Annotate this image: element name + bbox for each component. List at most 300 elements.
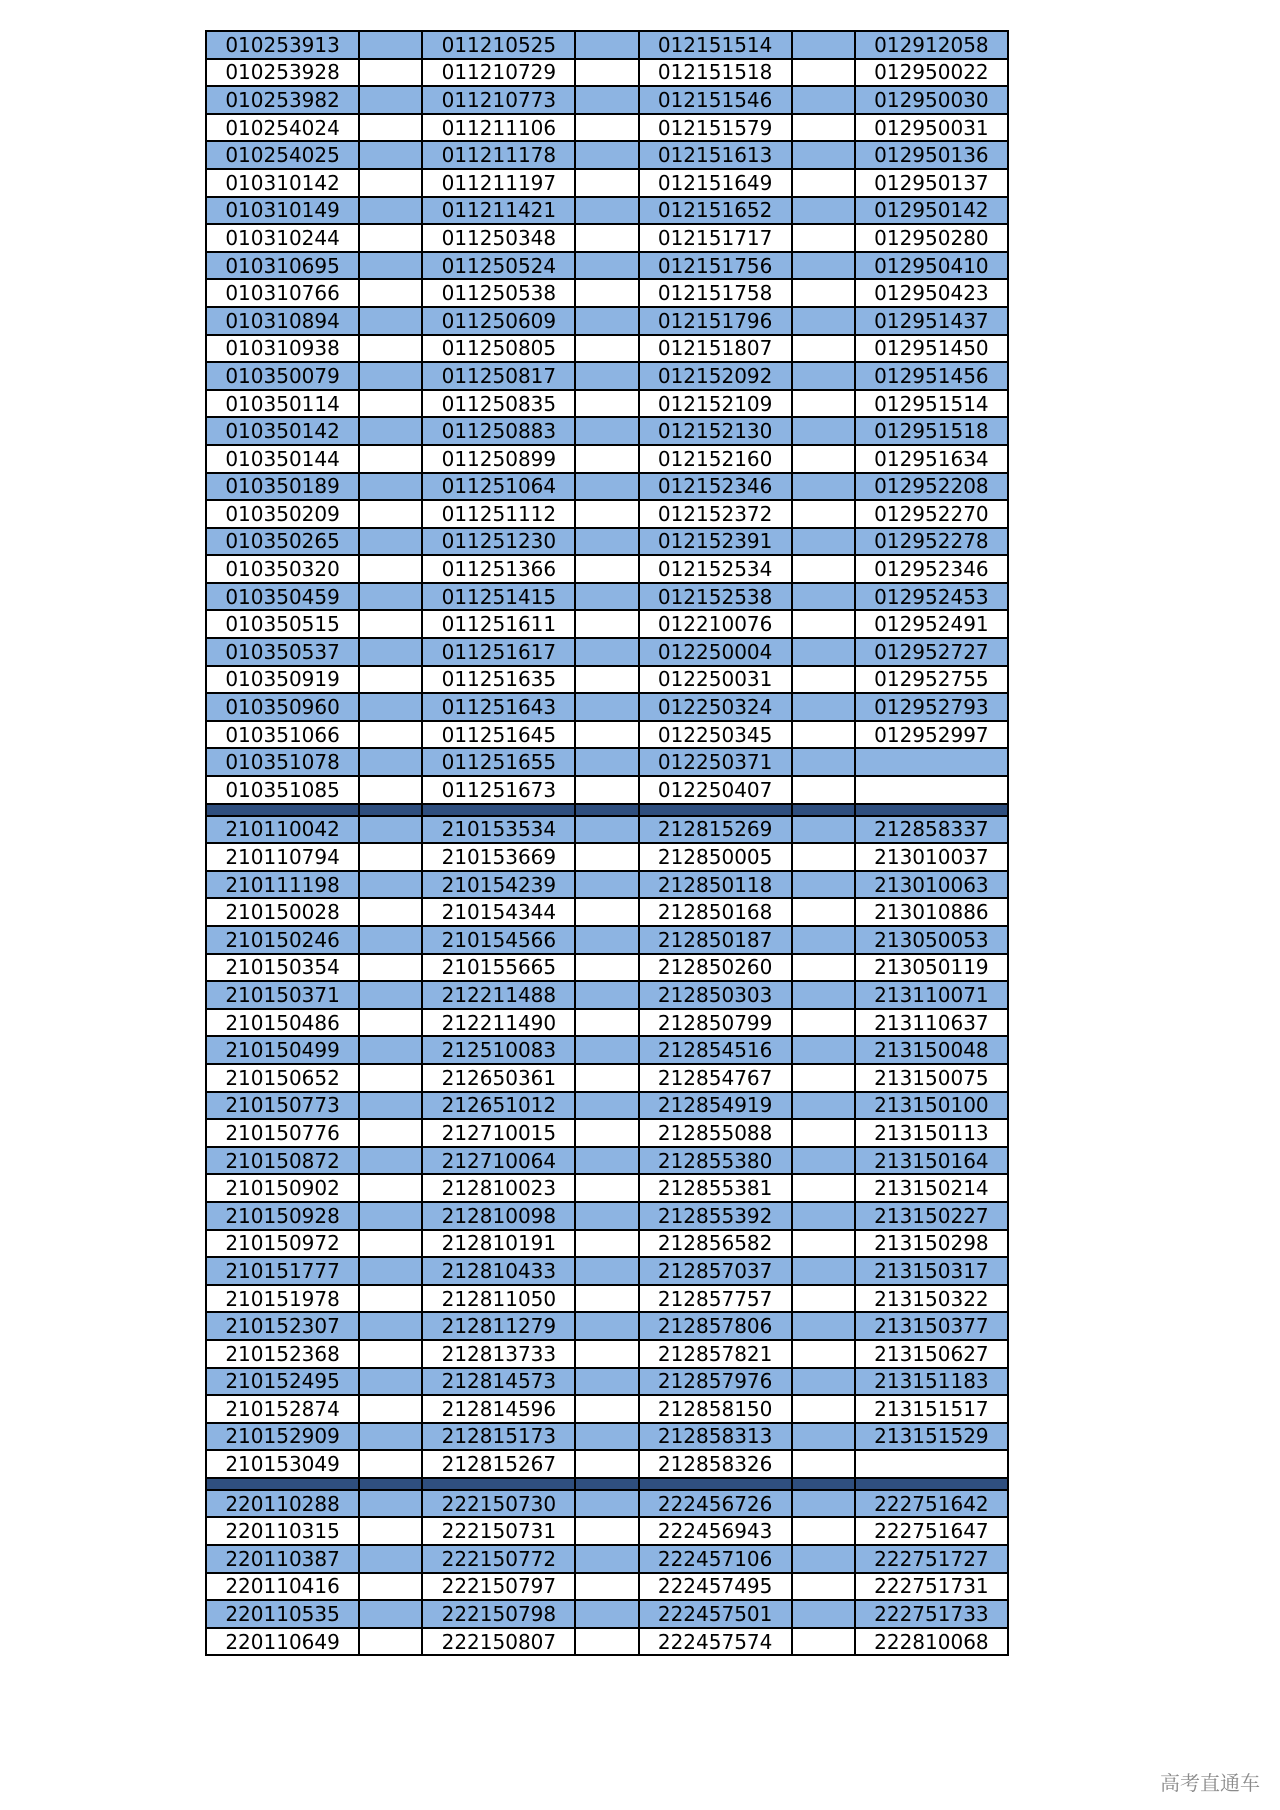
gap-cell [575,362,638,390]
gap-cell [792,748,855,776]
table-row [206,1119,1008,1147]
gap-cell [792,141,855,169]
gap-cell [792,1257,855,1285]
gap-cell [792,981,855,1009]
number-cell: 012151652 [639,197,792,225]
gap-cell [575,59,638,87]
separator-cell [206,804,359,816]
gap-cell [575,1174,638,1202]
number-cell: 212854516 [639,1036,792,1064]
number-cell: 222457106 [639,1545,792,1573]
number-cell: 212858150 [639,1395,792,1423]
number-cell: 212813733 [422,1340,575,1368]
gap-cell [359,1368,422,1396]
number-cell: 012151546 [639,86,792,114]
number-cell: 012952491 [855,610,1008,638]
table-row [206,279,1008,307]
gap-cell [359,1036,422,1064]
gap-cell [792,307,855,335]
number-cell: 011251415 [422,583,575,611]
number-cell: 010350960 [206,693,359,721]
number-cell: 212856582 [639,1230,792,1258]
gap-cell [575,1517,638,1545]
number-cell: 210153534 [422,816,575,844]
number-cell: 213150317 [855,1257,1008,1285]
gap-cell [359,141,422,169]
gap-cell [792,362,855,390]
number-cell: 212850168 [639,898,792,926]
number-cell: 210150499 [206,1036,359,1064]
number-cell: 212651012 [422,1092,575,1120]
table-row [206,307,1008,335]
gap-cell [792,843,855,871]
gap-cell [359,445,422,473]
gap-cell [359,31,422,59]
number-cell: 010350142 [206,417,359,445]
gap-cell [359,224,422,252]
gap-cell [792,555,855,583]
number-cell: 210150776 [206,1119,359,1147]
table-row [206,954,1008,982]
number-cell: 212211490 [422,1009,575,1037]
number-cell: 212811050 [422,1285,575,1313]
number-cell: 012951450 [855,335,1008,363]
gap-cell [359,693,422,721]
number-cell: 011250835 [422,390,575,418]
number-cell: 012152538 [639,583,792,611]
number-cell: 212850118 [639,871,792,899]
gap-cell [575,1490,638,1518]
gap-cell [359,926,422,954]
number-cell: 212857757 [639,1285,792,1313]
gap-cell [575,926,638,954]
number-cell: 012951518 [855,417,1008,445]
section-separator [206,1478,1008,1490]
number-cell [855,776,1008,804]
gap-cell [792,1285,855,1313]
number-cell: 222456943 [639,1517,792,1545]
number-cell: 222751731 [855,1573,1008,1601]
number-cell: 212810191 [422,1230,575,1258]
number-cell: 210150371 [206,981,359,1009]
gap-cell [792,926,855,954]
table-row [206,555,1008,583]
number-cell: 010254025 [206,141,359,169]
gap-cell [575,721,638,749]
gap-cell [575,335,638,363]
table-row [206,445,1008,473]
gap-cell [359,86,422,114]
number-cell: 012951437 [855,307,1008,335]
gap-cell [359,583,422,611]
number-cell: 212815269 [639,816,792,844]
gap-cell [359,1285,422,1313]
gap-cell [575,1545,638,1573]
gap-cell [792,1119,855,1147]
number-cell: 210153049 [206,1450,359,1478]
gap-cell [359,1202,422,1230]
gap-cell [792,1450,855,1478]
gap-cell [792,693,855,721]
gap-cell [792,252,855,280]
number-cell: 012952793 [855,693,1008,721]
number-cell: 010351078 [206,748,359,776]
number-cell: 222751727 [855,1545,1008,1573]
gap-cell [792,1395,855,1423]
number-cell: 012152160 [639,445,792,473]
gap-cell [792,1036,855,1064]
table-row [206,1147,1008,1175]
gap-cell [792,59,855,87]
number-cell: 011210525 [422,31,575,59]
number-cell: 010253913 [206,31,359,59]
number-cell: 210152909 [206,1423,359,1451]
gap-cell [575,555,638,583]
gap-cell [359,1600,422,1628]
gap-cell [575,1450,638,1478]
number-cell: 210150246 [206,926,359,954]
number-cell: 011251611 [422,610,575,638]
number-cell: 011211197 [422,169,575,197]
number-cell: 213010886 [855,898,1008,926]
number-cell: 011210729 [422,59,575,87]
gap-cell [575,583,638,611]
number-cell: 222810068 [855,1628,1008,1656]
table-row [206,1064,1008,1092]
number-cell: 012151756 [639,252,792,280]
gap-cell [359,1573,422,1601]
table-row [206,1573,1008,1601]
number-cell: 012151649 [639,169,792,197]
number-cell: 212710064 [422,1147,575,1175]
number-cell: 011251645 [422,721,575,749]
gap-cell [792,335,855,363]
gap-cell [359,1257,422,1285]
table-row [206,1545,1008,1573]
table-row [206,748,1008,776]
number-cell: 222150797 [422,1573,575,1601]
number-cell: 222457495 [639,1573,792,1601]
gap-cell [359,473,422,501]
number-cell: 213151517 [855,1395,1008,1423]
gap-cell [792,169,855,197]
gap-cell [359,1545,422,1573]
number-cell: 012152130 [639,417,792,445]
gap-cell [792,114,855,142]
number-cell: 222150772 [422,1545,575,1573]
number-cell: 012152534 [639,555,792,583]
table-row [206,1450,1008,1478]
table-row [206,898,1008,926]
number-cell: 011250538 [422,279,575,307]
gap-cell [792,390,855,418]
table-row [206,197,1008,225]
gap-cell [792,500,855,528]
number-cell: 210110794 [206,843,359,871]
number-cell: 212211488 [422,981,575,1009]
number-cell: 010350079 [206,362,359,390]
gap-cell [575,1119,638,1147]
number-cell: 213150164 [855,1147,1008,1175]
table-row [206,59,1008,87]
gap-cell [359,1628,422,1656]
gap-cell [359,390,422,418]
gap-cell [359,1340,422,1368]
gap-cell [575,1340,638,1368]
number-cell: 012250371 [639,748,792,776]
gap-cell [575,252,638,280]
number-cell: 010254024 [206,114,359,142]
gap-cell [359,279,422,307]
gap-cell [575,610,638,638]
number-cell: 012951634 [855,445,1008,473]
number-cell: 222150807 [422,1628,575,1656]
gap-cell [575,141,638,169]
gap-cell [359,1450,422,1478]
table-row [206,1368,1008,1396]
number-cell: 212857821 [639,1340,792,1368]
separator-cell [855,804,1008,816]
number-cell: 012912058 [855,31,1008,59]
gap-cell [359,1009,422,1037]
number-cell: 012151579 [639,114,792,142]
table-row [206,1312,1008,1340]
gap-cell [575,114,638,142]
admission-number-sheet [205,30,1009,1656]
gap-cell [359,1517,422,1545]
gap-cell [359,816,422,844]
gap-cell [792,1064,855,1092]
separator-cell [422,1478,575,1490]
table-row [206,1092,1008,1120]
table-row [206,417,1008,445]
number-cell: 220110416 [206,1573,359,1601]
number-cell: 010310149 [206,197,359,225]
gap-cell [792,473,855,501]
number-cell: 011250348 [422,224,575,252]
gap-cell [575,1009,638,1037]
gap-cell [792,898,855,926]
number-cell: 010310142 [206,169,359,197]
number-cell: 213010037 [855,843,1008,871]
number-cell: 213150377 [855,1312,1008,1340]
gap-cell [792,86,855,114]
table-row [206,114,1008,142]
number-cell: 210150773 [206,1092,359,1120]
gap-cell [792,1628,855,1656]
number-cell: 210110042 [206,816,359,844]
gap-cell [792,528,855,556]
separator-cell [639,1478,792,1490]
number-cell: 210152495 [206,1368,359,1396]
gap-cell [792,197,855,225]
separator-cell [639,804,792,816]
number-cell: 213110637 [855,1009,1008,1037]
number-cell: 012951456 [855,362,1008,390]
section-separator [206,804,1008,816]
gap-cell [359,114,422,142]
table-row [206,390,1008,418]
number-cell: 210152307 [206,1312,359,1340]
number-cell: 212815267 [422,1450,575,1478]
number-cell: 012950280 [855,224,1008,252]
table-row [206,141,1008,169]
number-cell: 210151978 [206,1285,359,1313]
gap-cell [575,417,638,445]
table-row [206,583,1008,611]
number-cell: 213150322 [855,1285,1008,1313]
gap-cell [575,898,638,926]
table-row [206,1230,1008,1258]
table-row [206,871,1008,899]
table-row [206,721,1008,749]
gap-cell [359,871,422,899]
gap-cell [359,721,422,749]
gap-cell [792,1423,855,1451]
number-cell: 213150627 [855,1340,1008,1368]
table-row [206,362,1008,390]
gap-cell [575,693,638,721]
number-cell: 010253982 [206,86,359,114]
table-row [206,528,1008,556]
table-row [206,610,1008,638]
number-cell: 213151529 [855,1423,1008,1451]
table-row [206,1257,1008,1285]
gap-cell [792,1368,855,1396]
separator-cell [359,804,422,816]
number-cell: 010310938 [206,335,359,363]
table-row [206,816,1008,844]
number-cell: 010310894 [206,307,359,335]
number-cell: 012151514 [639,31,792,59]
table-row [206,1490,1008,1518]
table-row [206,473,1008,501]
number-cell: 010350144 [206,445,359,473]
gap-cell [575,1573,638,1601]
number-cell: 010253928 [206,59,359,87]
number-cell: 210150354 [206,954,359,982]
number-cell: 210150872 [206,1147,359,1175]
number-cell: 011251655 [422,748,575,776]
number-cell: 012952270 [855,500,1008,528]
number-cell: 212814573 [422,1368,575,1396]
number-cell: 212855088 [639,1119,792,1147]
number-cell [855,1450,1008,1478]
number-cell: 012210076 [639,610,792,638]
number-cell: 210153669 [422,843,575,871]
number-cell: 212815173 [422,1423,575,1451]
number-cell: 012250345 [639,721,792,749]
gap-cell [575,528,638,556]
number-cell: 222751642 [855,1490,1008,1518]
number-cell: 213050053 [855,926,1008,954]
gap-cell [792,445,855,473]
number-cell: 210150928 [206,1202,359,1230]
number-cell: 210154566 [422,926,575,954]
gap-cell [359,776,422,804]
separator-cell [359,1478,422,1490]
number-cell: 210150028 [206,898,359,926]
table-row [206,1395,1008,1423]
number-cell: 011251366 [422,555,575,583]
number-cell: 222751733 [855,1600,1008,1628]
number-cell: 210150486 [206,1009,359,1037]
number-cell: 213010063 [855,871,1008,899]
number-cell: 010350320 [206,555,359,583]
number-cell: 011211106 [422,114,575,142]
gap-cell [575,776,638,804]
number-cell: 010350265 [206,528,359,556]
number-cell: 210150972 [206,1230,359,1258]
number-cell: 212811279 [422,1312,575,1340]
separator-cell [855,1478,1008,1490]
gap-cell [575,1230,638,1258]
gap-cell [792,1009,855,1037]
gap-cell [359,981,422,1009]
gap-cell [575,1147,638,1175]
number-cell: 011250524 [422,252,575,280]
number-cell: 012250004 [639,638,792,666]
gap-cell [792,1312,855,1340]
gap-cell [792,871,855,899]
gap-cell [792,279,855,307]
gap-cell [575,1312,638,1340]
number-cell: 010350919 [206,666,359,694]
gap-cell [792,1600,855,1628]
number-cell: 012151613 [639,141,792,169]
number-cell: 210151777 [206,1257,359,1285]
table-row [206,1174,1008,1202]
number-cell: 213150214 [855,1174,1008,1202]
number-cell: 212850260 [639,954,792,982]
table-row [206,500,1008,528]
number-cell: 010351085 [206,776,359,804]
table-row [206,843,1008,871]
gap-cell [359,1092,422,1120]
separator-cell [575,1478,638,1490]
number-cell: 222457501 [639,1600,792,1628]
table-row [206,1285,1008,1313]
gap-cell [792,1517,855,1545]
number-cell: 012952755 [855,666,1008,694]
number-cell: 212855381 [639,1174,792,1202]
number-cell: 011250883 [422,417,575,445]
number-cell: 010350515 [206,610,359,638]
gap-cell [359,1490,422,1518]
gap-cell [575,1092,638,1120]
gap-cell [575,816,638,844]
gap-cell [359,252,422,280]
gap-cell [575,871,638,899]
number-cell: 012950030 [855,86,1008,114]
number-cell: 210155665 [422,954,575,982]
table-row [206,666,1008,694]
number-cell: 011251617 [422,638,575,666]
number-cell: 212810023 [422,1174,575,1202]
gap-cell [359,843,422,871]
number-cell: 212857037 [639,1257,792,1285]
gap-cell [575,1628,638,1656]
table-row [206,224,1008,252]
gap-cell [359,954,422,982]
gap-cell [359,1174,422,1202]
number-cell: 011250817 [422,362,575,390]
table-row [206,252,1008,280]
number-cell: 213110071 [855,981,1008,1009]
table-row [206,1423,1008,1451]
number-cell: 011250609 [422,307,575,335]
gap-cell [359,1312,422,1340]
